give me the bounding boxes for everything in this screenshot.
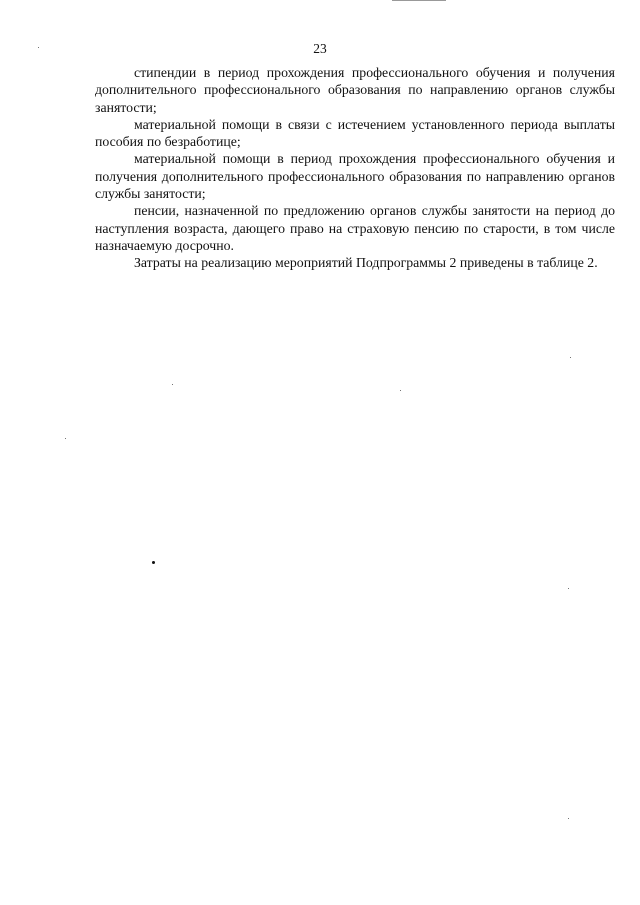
paragraph-material-aid-expiry: материальной помощи в связи с истечением установленного периода выплаты пособия по безработице; <box>95 116 615 150</box>
scan-speck <box>65 438 66 439</box>
scan-speck <box>400 390 401 391</box>
paragraph-pension: пенсии, назначенной по предложению органов службы занятости на период до наступления возраста, дающего право на страховую пенсию по старости, в том числе назначаемую досрочно. <box>95 203 615 253</box>
scan-artifact-top-line <box>392 0 446 1</box>
scan-speck <box>568 588 569 589</box>
page-number: 23 <box>313 41 327 56</box>
paragraph-stipend: стипендии в период прохождения профессионального обучения и получения дополнительного профессионального образования по направлению органов службы занятости; <box>95 65 615 115</box>
scan-speck <box>172 384 173 385</box>
scan-speck <box>568 818 569 819</box>
scan-speck <box>570 357 571 358</box>
body-text <box>95 64 615 272</box>
scan-speck <box>38 47 39 48</box>
paragraph-costs-reference: Затраты на реализацию мероприятий Подпрограммы 2 приведены в таблице 2. <box>134 255 598 271</box>
paragraph-material-aid-training: материальной помощи в период прохождения профессионального обучения и получения дополнительного профессионального образования по направлению органов службы занятости; <box>95 151 615 202</box>
scan-speck <box>152 561 155 564</box>
